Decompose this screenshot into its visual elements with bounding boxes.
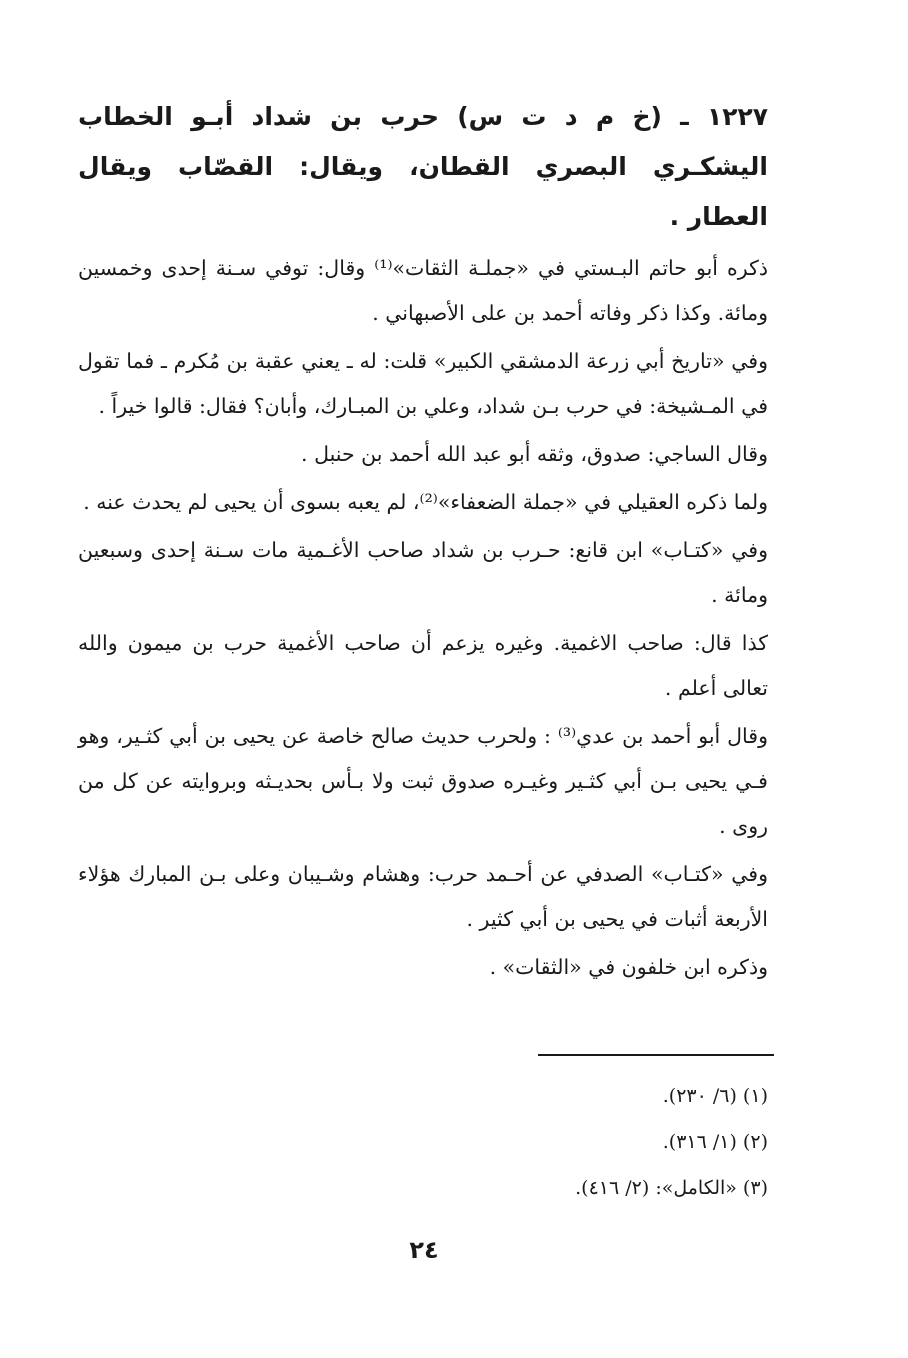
paragraph-uqayli: ولما ذكره العقيلي في «جملة الضعفاء»⁽²⁾، لم يعبه بسوى أن يحيى لم يحدث عنه .	[83, 490, 768, 514]
page-number: ٢٤	[409, 1236, 439, 1264]
paragraph-sadafi: وفي «كتـاب» الصدفي عن أحـمد حرب: وهشام وشـيبان وعلى بـن المبارك هؤلاء الأربعة أثبات في يحيى بن أبي كثير .	[78, 862, 768, 931]
footnote-1: (١) (٦/ ٢٣٠).	[662, 1085, 768, 1107]
paragraph-ibn-hibban: ذكره أبو حاتم البـستي في «جملـة الثقات»⁽¹⁾ وقال: توفي سـنة إحدى وخمسين ومائة. وكذا ذكر وفاته أحمد بن على الأصبهاني .	[78, 256, 768, 325]
paragraph-abu-zura: وفي «تاريخ أبي زرعة الدمشقي الكبير» قلت: له ـ يعني عقبة بن مُكرم ـ فما تقول في المـشيخة: في حرب بـن شداد، وعلي بن المبـارك، وأبان؟ فقال: قالوا خيراً .	[78, 349, 768, 418]
entry-heading: ١٢٢٧ ـ (خ م د ت س) حرب بن شداد أبـو الخطاب اليشكـري البصري القطان، ويقال: القصّاب ويقال العطار .	[78, 102, 768, 231]
main-text	[78, 92, 768, 993]
paragraph-ibn-qani: وفي «كتـاب» ابن قانع: حـرب بن شداد صاحب الأغـمية مات سـنة إحدى وسبعين ومائة .	[78, 538, 768, 607]
footnote-divider	[538, 1054, 774, 1056]
footnote-3: (٣) «الكامل»: (٢/ ٤١٦).	[575, 1177, 768, 1199]
paragraph-aghmiya: كذا قال: صاحب الاغمية. وغيره يزعم أن صاحب الأغمية حرب بن ميمون والله تعالى أعلم .	[78, 631, 768, 700]
paragraph-ibn-adi: وقال أبو أحمد بن عدي⁽³⁾ : ولحرب حديث صالح خاصة عن يحيى بن أبي كثـير، وهو فـي يحيى بـن أبي كثـير وغيـره صدوق ثبت ولا بـأس بحديـثه وبروايته عن كل من روى .	[78, 724, 768, 838]
paragraph-saji: وقال الساجي: صدوق، وثقه أبو عبد الله أحمد بن حنبل .	[301, 442, 768, 466]
footnote-2: (٢) (١/ ٣١٦).	[662, 1131, 768, 1153]
paragraph-ibn-khalfun: وذكره ابن خلفون في «الثقات» .	[489, 955, 768, 979]
footnotes	[440, 1073, 768, 1211]
